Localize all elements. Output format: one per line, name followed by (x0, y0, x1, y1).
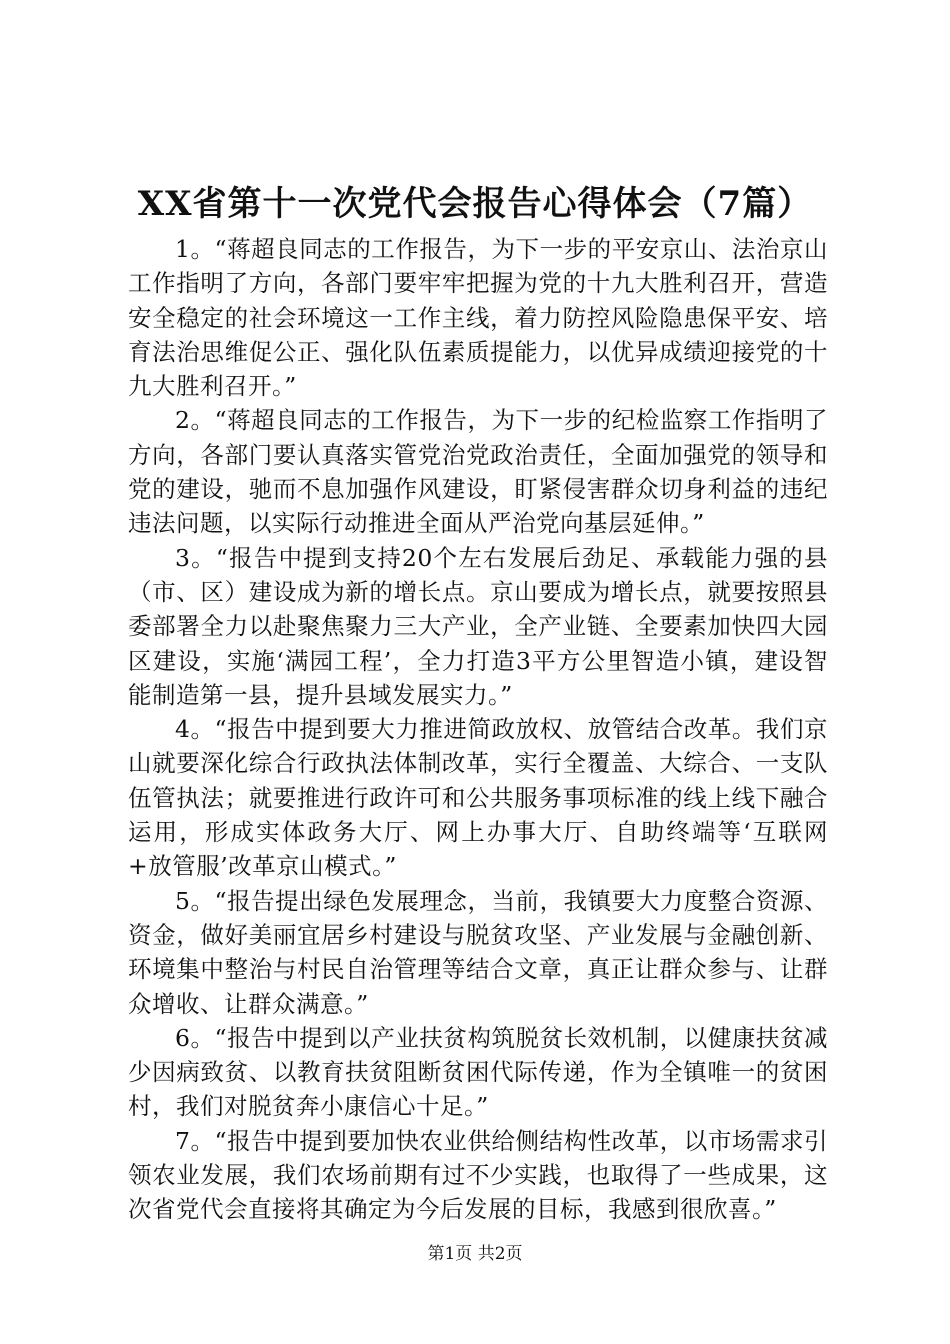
document-body (128, 232, 828, 1227)
paragraph-6: 6。“报告中提到以产业扶贫构筑脱贫长效机制，以健康扶贫减少因病致贫、以教育扶贫阻断贫困代际传递，作为全镇唯一的贫困村，我们对脱贫奔小康信心十足。” (128, 1023, 828, 1121)
document-title: XX省第十一次党代会报告心得体会（7篇） (137, 184, 813, 224)
paragraph-7: 7。“报告中提到要加快农业供给侧结构性改革，以市场需求引领农业发展，我们农场前期有过不少实践，也取得了一些成果，这次省党代会直接将其确定为今后发展的目标，我感到很欣喜。” (128, 1126, 828, 1224)
paragraph-2: 2。“蒋超良同志的工作报告，为下一步的纪检监察工作指明了方向，各部门要认真落实管党治党政治责任，全面加强党的领导和党的建设，驰而不息加强作风建设，盯紧侵害群众切身利益的违纪违法问题，以实际行动推进全面从严治党向基层延伸。” (128, 406, 828, 538)
paragraph-3: 3。“报告中提到支持20个左右发展后劲足、承载能力强的县（市、区）建设成为新的增长点。京山要成为增长点，就要按照县委部署全力以赴聚焦聚力三大产业，全产业链、全要素加快四大园区建设，实施‘满园工程’，全力打造3平方公里智造小镇，建设智能制造第一县，提升县域发展实力。” (128, 543, 828, 709)
paragraph-1: 1。“蒋超良同志的工作报告，为下一步的平安京山、法治京山工作指明了方向，各部门要牢牢把握为党的十九大胜利召开，营造安全稳定的社会环境这一工作主线，着力防控风险隐患保平安、培育法治思维促公正、强化队伍素质提能力，以优异成绩迎接党的十九大胜利召开。” (128, 235, 828, 401)
paragraph-5: 5。“报告提出绿色发展理念，当前，我镇要大力度整合资源、资金，做好美丽宜居乡村建设与脱贫攻坚、产业发展与金融创新、环境集中整治与村民自治管理等结合文章，真正让群众参与、让群众增收、让群众满意。” (128, 886, 828, 1018)
paragraph-4: 4。“报告中提到要大力推进简政放权、放管结合改革。我们京山就要深化综合行政执法体制改革，实行全覆盖、大综合、一支队伍管执法；就要推进行政许可和公共服务事项标准的线上线下融合运用，形成实体政务大厅、网上办事大厅、自助终端等‘互联网+放管服’改革京山模式。” (128, 715, 828, 881)
page-number-footer: 第1页 共2页 (427, 1244, 523, 1264)
